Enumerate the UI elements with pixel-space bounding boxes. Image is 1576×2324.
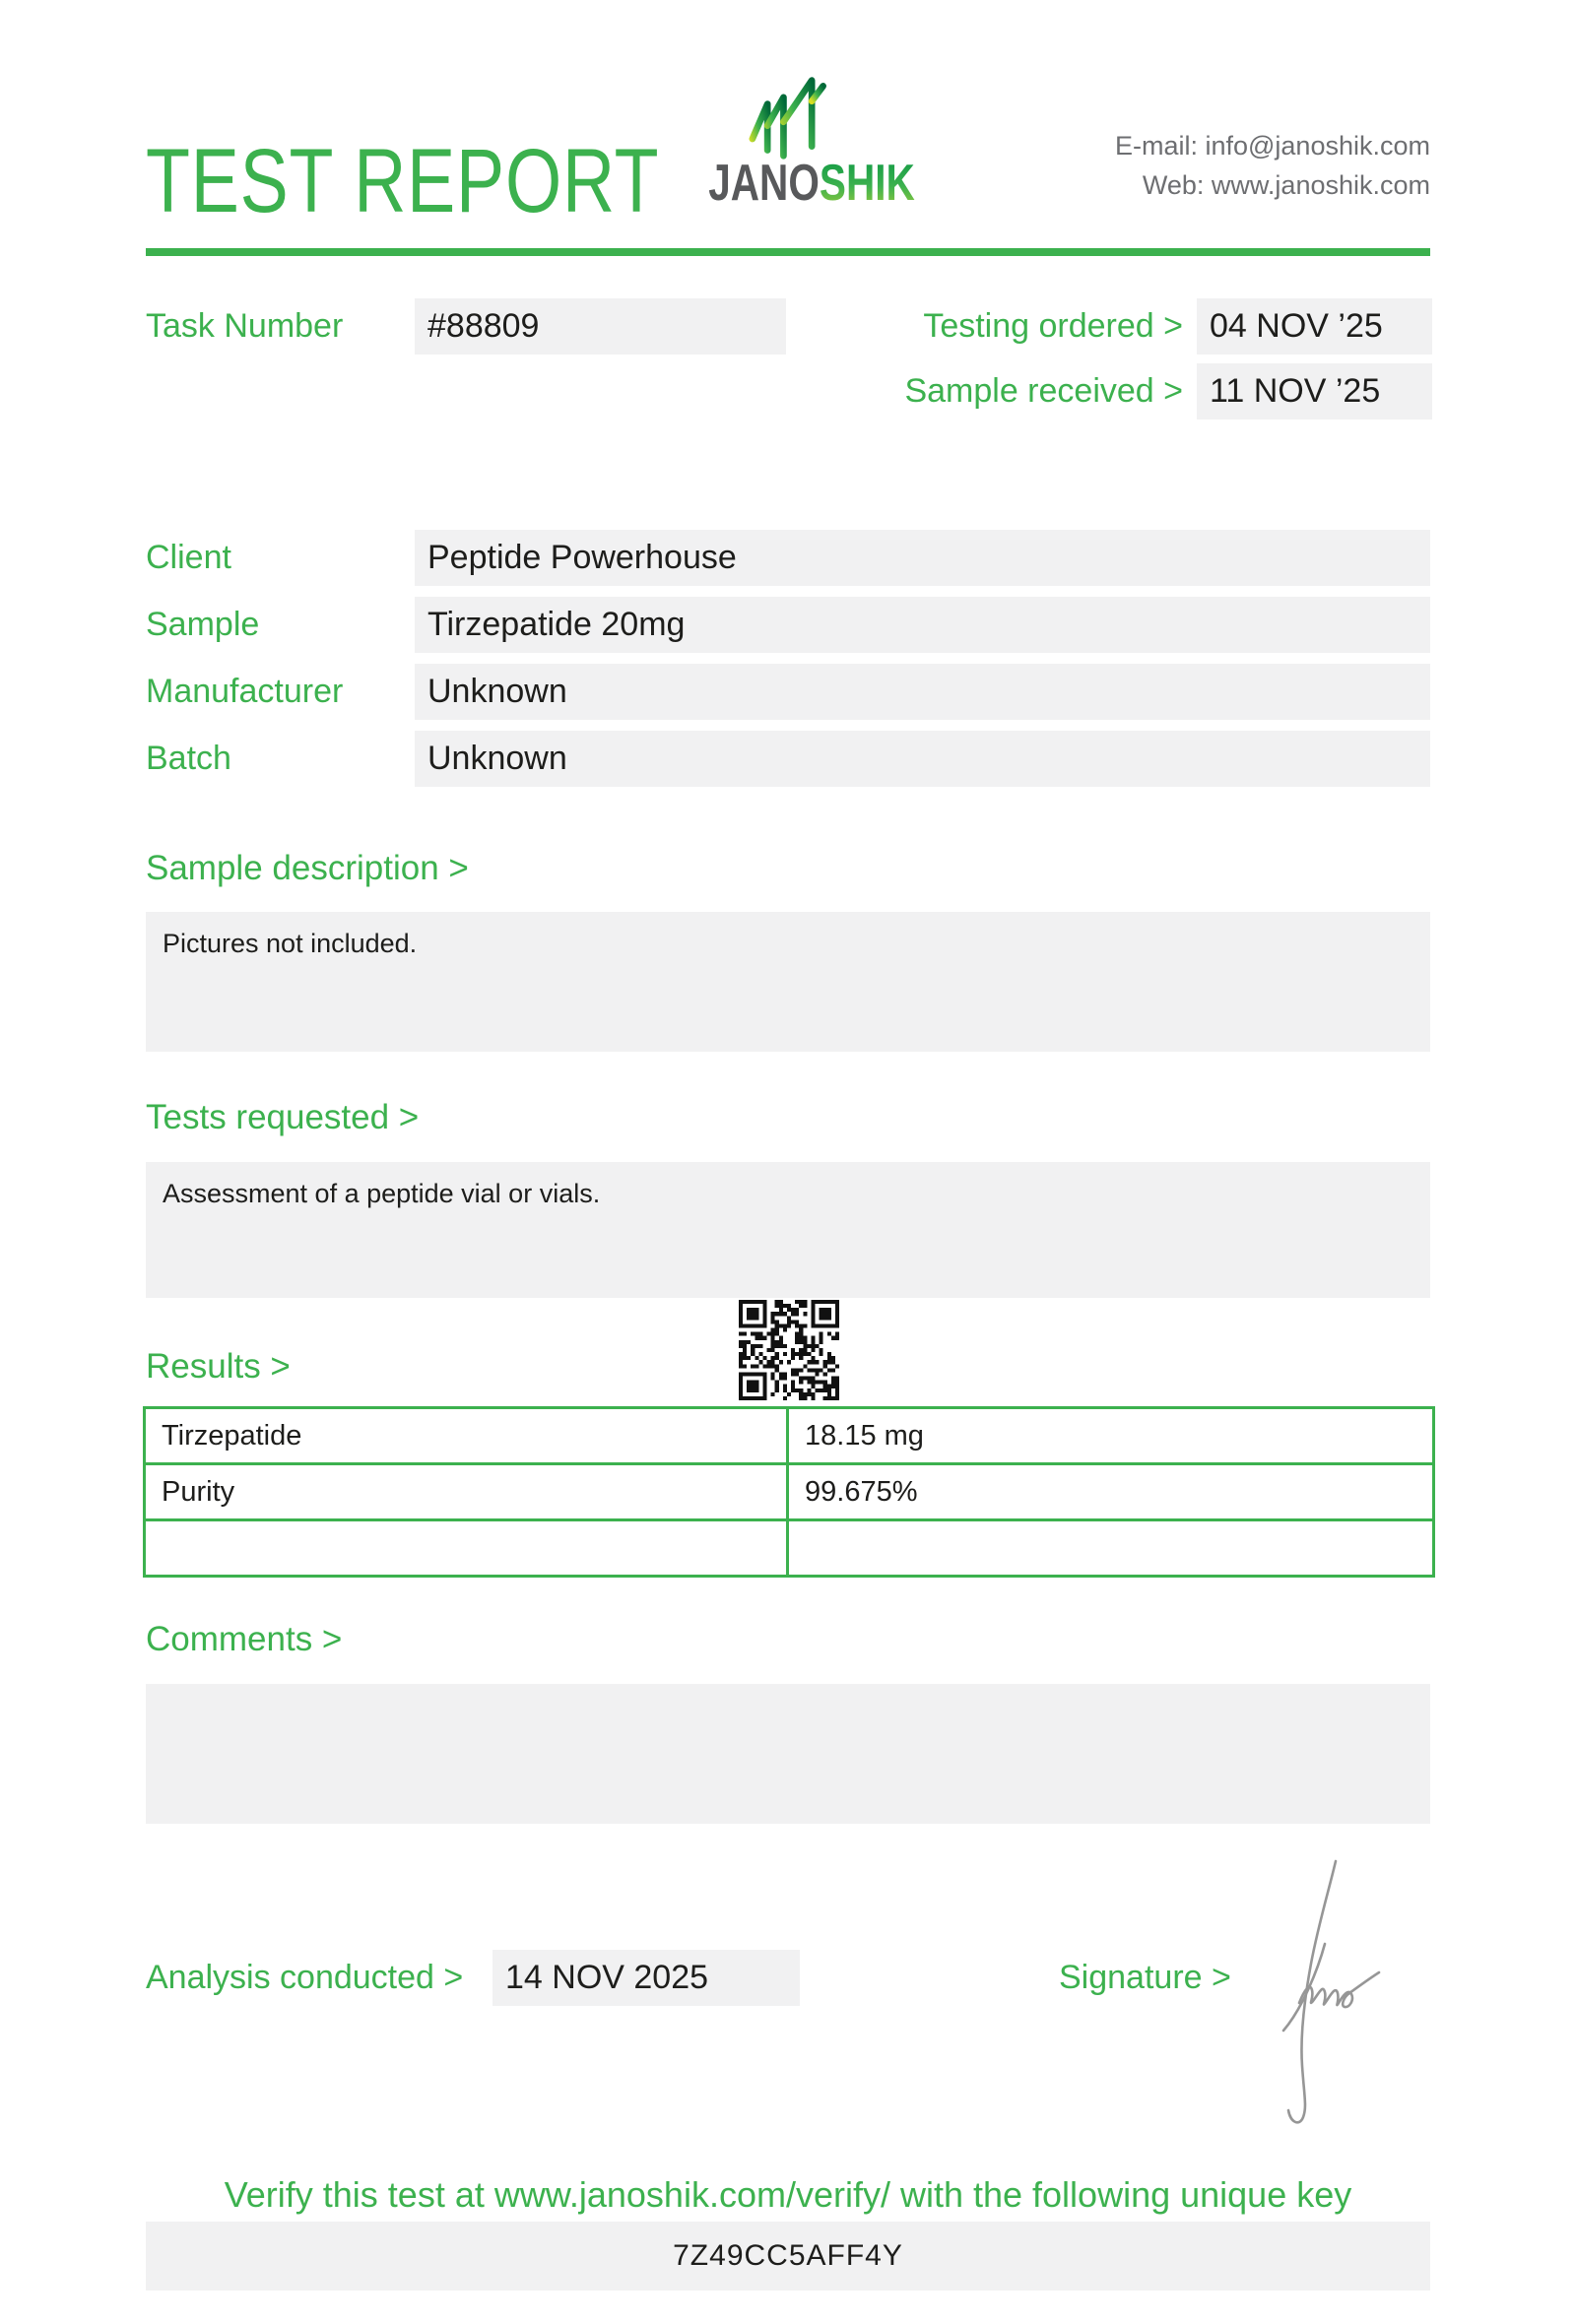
logo-shik-text: SHIK (819, 155, 915, 212)
result-name (145, 1520, 788, 1577)
janoshik-logo (685, 73, 915, 212)
result-value: 99.675% (788, 1464, 1434, 1520)
result-value (788, 1520, 1434, 1577)
result-value: 18.15 mg (788, 1408, 1434, 1464)
client-label: Client (146, 539, 231, 576)
manufacturer-label: Manufacturer (146, 673, 344, 710)
contact-email: E-mail: info@janoshik.com (1114, 131, 1430, 161)
results-heading: Results > (146, 1347, 291, 1386)
tests-requested-box: Assessment of a peptide vial or vials. (146, 1162, 1430, 1298)
comments-box (146, 1684, 1430, 1824)
testing-ordered-label: Testing ordered > (923, 307, 1183, 345)
sample-description-box: Pictures not included. (146, 912, 1430, 1052)
logo-jano-text: JANO (708, 155, 820, 212)
result-name: Tirzepatide (145, 1408, 788, 1464)
sample-value: Tirzepatide 20mg (415, 597, 1430, 653)
logo-wordmark (708, 155, 915, 212)
batch-value: Unknown (415, 731, 1430, 787)
page-title: TEST REPORT (146, 131, 660, 231)
comments-heading: Comments > (146, 1620, 343, 1658)
header-divider (146, 248, 1430, 256)
table-row (145, 1464, 1434, 1520)
sample-label: Sample (146, 606, 260, 643)
sample-received-date: 11 NOV ’25 (1197, 363, 1432, 420)
table-row (145, 1408, 1434, 1464)
results-table (143, 1406, 1435, 1578)
contact-block (1115, 126, 1430, 205)
testing-ordered-date: 04 NOV ’25 (1197, 298, 1432, 355)
verify-text: Verify this test at www.janoshik.com/verify/ with the following unique key (224, 2174, 1352, 2215)
sample-description-heading: Sample description > (146, 849, 469, 887)
batch-label: Batch (146, 740, 231, 777)
analysis-conducted-label: Analysis conducted > (146, 1959, 464, 1996)
chart-growth-icon (746, 73, 840, 161)
verify-key: 7Z49CC5AFF4Y (146, 2222, 1430, 2291)
table-row (145, 1520, 1434, 1577)
task-number-value: #88809 (415, 298, 786, 355)
qr-code (739, 1300, 839, 1400)
tests-requested-heading: Tests requested > (146, 1098, 420, 1136)
manufacturer-value: Unknown (415, 664, 1430, 720)
client-value: Peptide Powerhouse (415, 530, 1430, 586)
task-number-label: Task Number (146, 307, 344, 345)
contact-web: Web: www.janoshik.com (1142, 170, 1430, 200)
analysis-date-value: 14 NOV 2025 (492, 1950, 800, 2006)
result-name: Purity (145, 1464, 788, 1520)
sample-received-label: Sample received > (904, 372, 1183, 410)
signature-label: Signature > (1059, 1959, 1231, 1996)
signature-image (1273, 1853, 1386, 2134)
